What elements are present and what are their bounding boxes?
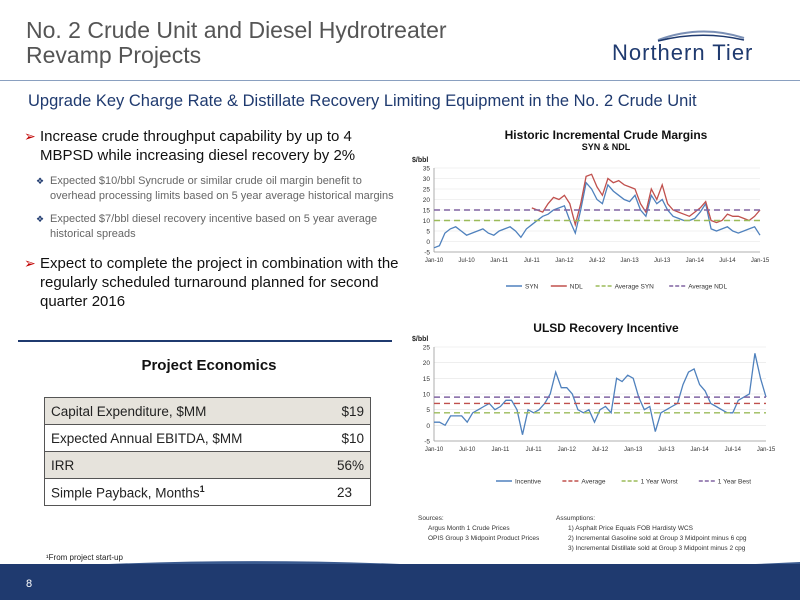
assumption-item: 3) Incremental Distillate sold at Group 3 Midpoint minus 2 cpg bbox=[568, 545, 746, 552]
y-tick-label: 25 bbox=[422, 186, 430, 194]
sub-bullet-text: Expected $10/bbl Syncrude or similar crude oil margin benefit to overhead processing limits based on 5 year average historical margins bbox=[50, 175, 394, 202]
ulsd-incentive-chart bbox=[414, 333, 796, 493]
x-tick-label: Jan-13 bbox=[624, 447, 643, 453]
crude-margins-chart bbox=[414, 152, 796, 297]
y-tick-label: 25 bbox=[422, 344, 430, 352]
logo-text: Northern Tier bbox=[612, 40, 754, 65]
y-tick-label: -5 bbox=[424, 438, 430, 446]
assumptions-block bbox=[556, 514, 746, 554]
series-line-syn bbox=[434, 183, 760, 248]
x-tick-label: Jan-14 bbox=[685, 258, 704, 264]
footer-bar bbox=[0, 564, 800, 600]
bullet-item bbox=[24, 254, 404, 311]
diamond-bullet-icon: ❖ bbox=[36, 176, 45, 186]
economics-table bbox=[44, 397, 371, 506]
source-item: Argus Month 1 Crude Prices bbox=[428, 525, 510, 532]
x-tick-label: Jan-14 bbox=[690, 447, 709, 453]
legend-label: 1 Year Best bbox=[717, 478, 752, 486]
slide-title-line1: No. 2 Crude Unit and Diesel Hydrotreater bbox=[26, 17, 447, 43]
x-tick-label: Jan-11 bbox=[490, 258, 509, 264]
table-row bbox=[45, 479, 371, 506]
y-tick-label: -5 bbox=[424, 249, 430, 257]
table-cell-label: IRR bbox=[45, 452, 318, 479]
y-axis-label: $/bbl bbox=[412, 157, 429, 164]
x-tick-label: Jan-15 bbox=[750, 258, 770, 264]
y-tick-label: 10 bbox=[422, 391, 430, 399]
legend-label: Incentive bbox=[515, 478, 542, 486]
table-row bbox=[45, 452, 371, 479]
table-cell-value: $19 bbox=[318, 398, 371, 425]
x-tick-label: Jul-11 bbox=[525, 447, 542, 453]
footnote-marker: 1 bbox=[199, 483, 205, 494]
legend-label: Average NDL bbox=[688, 283, 728, 291]
title-rule bbox=[0, 80, 800, 81]
chart1-subtitle: SYN & NDL bbox=[581, 142, 631, 152]
bullet-list bbox=[24, 127, 404, 311]
company-logo bbox=[612, 28, 784, 64]
table-cell-value: $10 bbox=[318, 425, 371, 452]
x-tick-label: Jul-10 bbox=[458, 258, 475, 264]
table-row bbox=[45, 398, 371, 425]
assumption-item: 2) Incremental Gasoline sold at Group 3 Midpoint minus 6 cpg bbox=[568, 535, 747, 542]
source-item: OPIS Group 3 Midpoint Product Prices bbox=[428, 535, 540, 542]
assumption-item: 1) Asphalt Price Equals FOB Hardisty WCS bbox=[568, 525, 693, 532]
y-tick-label: 30 bbox=[422, 176, 430, 183]
x-tick-label: Jul-11 bbox=[523, 258, 540, 264]
y-tick-label: 10 bbox=[422, 218, 430, 225]
y-tick-label: 20 bbox=[422, 197, 430, 204]
x-tick-label: Jul-13 bbox=[654, 258, 671, 264]
bullet-item bbox=[24, 127, 404, 165]
sub-bullet-text: Expected $7/bbl diesel recovery incentive based on 5 year average historical spreads bbox=[50, 213, 378, 240]
slide-subtitle: Upgrade Key Charge Rate & Distillate Recovery Limiting Equipment in the No. 2 Crude Unit bbox=[28, 92, 697, 110]
table-cell-label-text: Simple Payback, Months bbox=[51, 485, 200, 501]
legend-label: NDL bbox=[569, 283, 583, 291]
arrow-bullet-icon: ➢ bbox=[24, 128, 36, 144]
y-tick-label: 5 bbox=[426, 228, 430, 236]
sub-bullet-item bbox=[24, 174, 404, 204]
assumptions-label: Assumptions: bbox=[556, 515, 596, 522]
economics-title: Project Economics bbox=[141, 357, 277, 374]
legend-label: Average bbox=[581, 478, 606, 486]
bullet-text: Increase crude throughput capability by up to 4 MBPSD while increasing diesel recovery by 2% bbox=[40, 128, 356, 164]
sources-block bbox=[418, 514, 539, 544]
sources-label: Sources: bbox=[418, 515, 444, 522]
chart1-title: Historic Incremental Crude Margins bbox=[504, 128, 708, 142]
y-tick-label: 20 bbox=[422, 360, 430, 368]
section-divider bbox=[18, 340, 392, 342]
table-cell-label: Expected Annual EBITDA, $MM bbox=[45, 425, 318, 452]
x-tick-label: Jul-14 bbox=[719, 258, 736, 264]
chart2-title: ULSD Recovery Incentive bbox=[533, 321, 679, 335]
x-tick-label: Jan-12 bbox=[555, 258, 574, 264]
table-row bbox=[45, 425, 371, 452]
x-tick-label: Jan-13 bbox=[620, 258, 639, 264]
x-tick-label: Jul-13 bbox=[658, 447, 675, 453]
slide-title-line2: Revamp Projects bbox=[26, 42, 202, 68]
y-tick-label: 15 bbox=[422, 207, 430, 215]
y-tick-label: 15 bbox=[422, 375, 430, 383]
y-tick-label: 0 bbox=[426, 239, 430, 246]
diamond-bullet-icon: ❖ bbox=[36, 214, 45, 224]
x-tick-label: Jan-10 bbox=[424, 258, 444, 264]
x-tick-label: Jul-12 bbox=[591, 447, 609, 453]
x-tick-label: Jul-14 bbox=[724, 447, 741, 453]
arrow-bullet-icon: ➢ bbox=[24, 255, 36, 271]
page-number: 8 bbox=[26, 578, 33, 590]
x-tick-label: Jan-11 bbox=[491, 447, 510, 453]
footnote: ¹From project start-up bbox=[46, 553, 123, 562]
sub-bullet-item bbox=[24, 212, 404, 242]
table-cell-value: 56% bbox=[318, 452, 371, 479]
y-axis-label: $/bbl bbox=[412, 336, 429, 343]
legend-label: SYN bbox=[525, 283, 539, 291]
slide-title bbox=[26, 18, 546, 68]
x-tick-label: Jul-10 bbox=[459, 447, 476, 453]
x-tick-label: Jan-12 bbox=[557, 447, 576, 453]
y-tick-label: 0 bbox=[426, 422, 430, 430]
table-cell-label bbox=[45, 479, 318, 506]
y-tick-label: 5 bbox=[426, 407, 430, 415]
legend-label: 1 Year Worst bbox=[640, 478, 678, 486]
legend-label: Average SYN bbox=[614, 283, 654, 291]
x-tick-label: Jan-15 bbox=[756, 447, 776, 453]
y-tick-label: 35 bbox=[422, 165, 430, 173]
x-tick-label: Jan-10 bbox=[424, 447, 444, 453]
table-cell-label: Capital Expenditure, $MM bbox=[45, 398, 318, 425]
x-tick-label: Jul-12 bbox=[588, 258, 606, 264]
table-cell-value: 23 bbox=[318, 479, 371, 506]
bullet-text: Expect to complete the project in combination with the regularly scheduled turnaround planned for second quarter 2016 bbox=[40, 255, 399, 310]
